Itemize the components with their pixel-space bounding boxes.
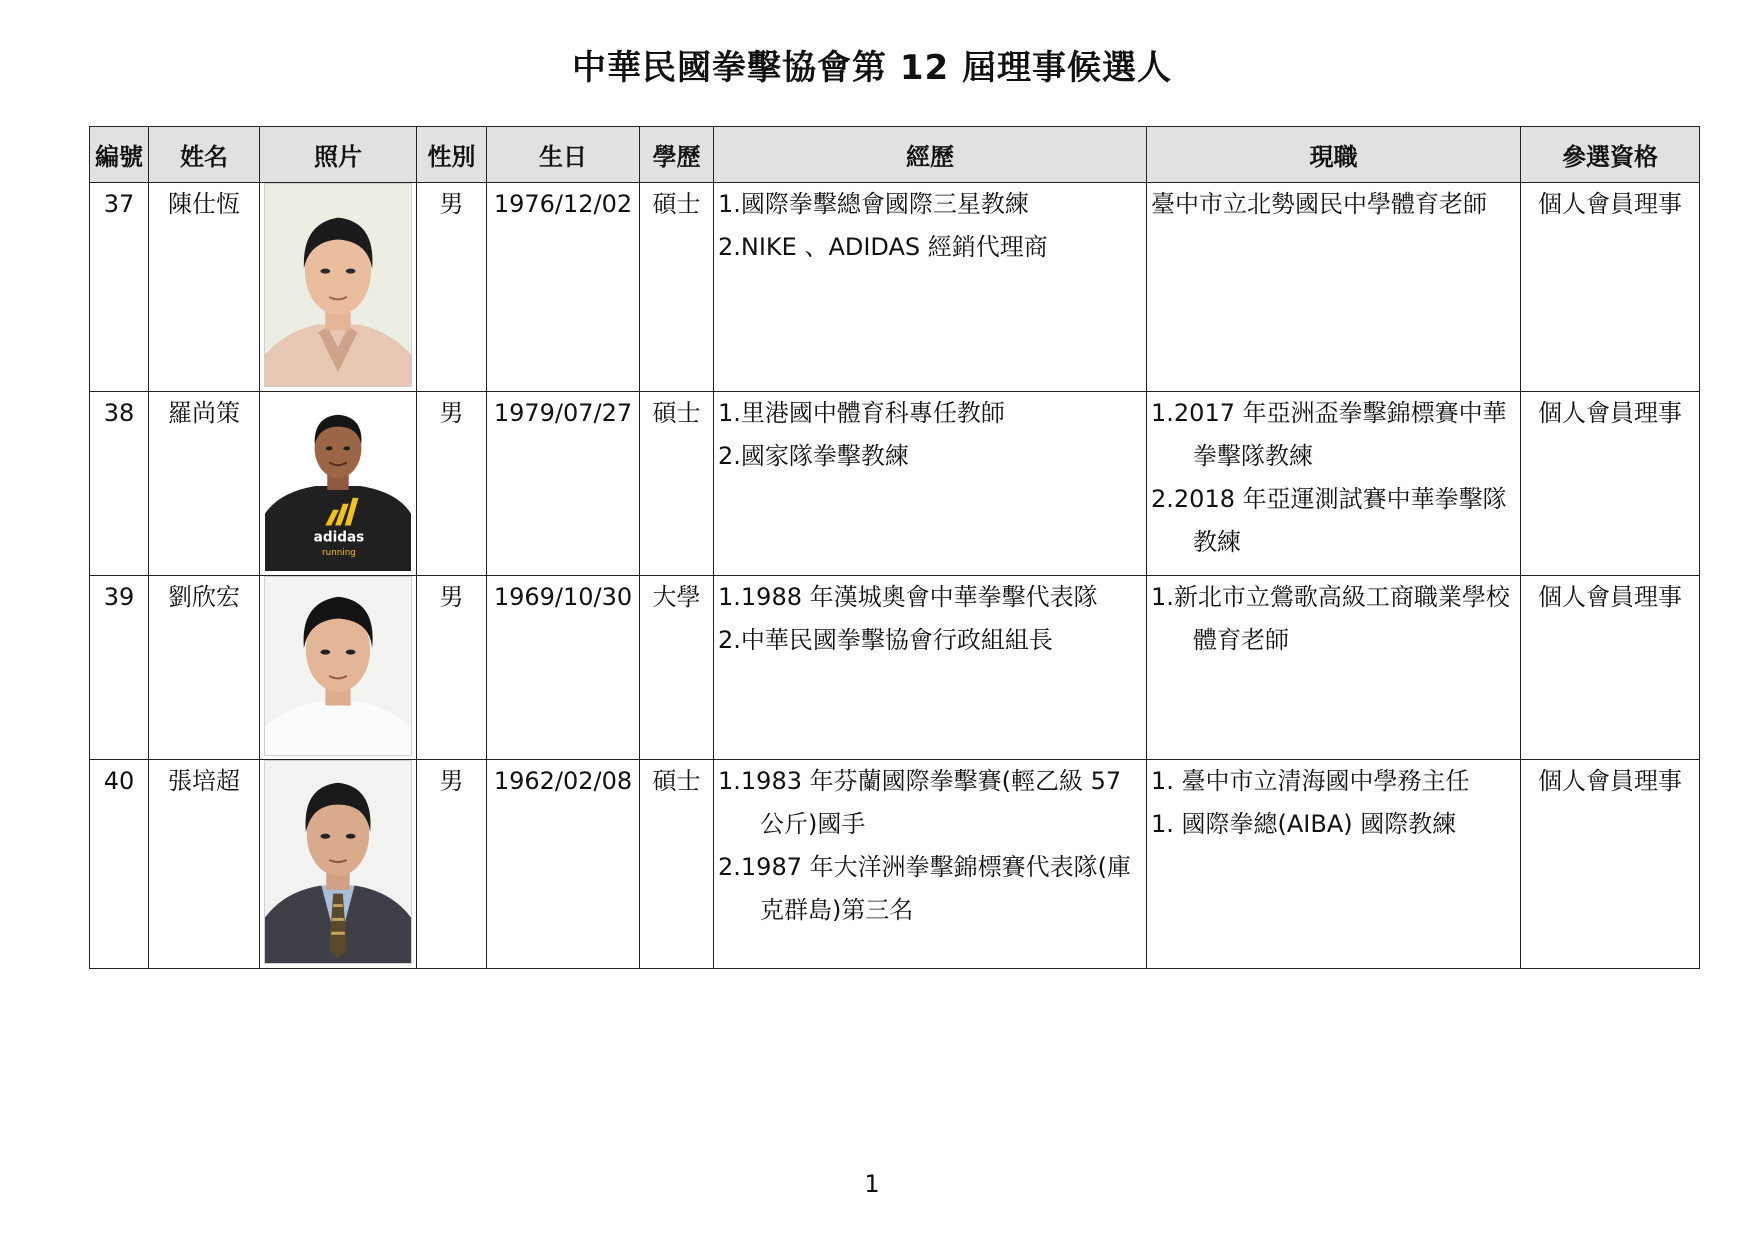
cell-qualification: 個人會員理事 [1521, 392, 1700, 576]
header-experience: 經歷 [714, 127, 1147, 183]
cell-education: 碩士 [640, 183, 714, 392]
header-name: 姓名 [149, 127, 260, 183]
cell-number: 38 [90, 392, 149, 576]
table-header-row [90, 127, 1700, 183]
table-row [90, 183, 1700, 392]
cell-current-position [1147, 760, 1521, 969]
document-title: 中華民國拳擊協會第 12 屆理事候選人 [572, 48, 1172, 88]
experience-item: 1.國際拳擊總會國際三星教練 [718, 190, 1029, 218]
header-photo: 照片 [260, 127, 417, 183]
page-number: 1 [864, 1170, 880, 1198]
cell-current-position [1147, 183, 1521, 392]
cell-qualification: 個人會員理事 [1521, 760, 1700, 969]
current-position-item: 1.2017 年亞洲盃拳擊錦標賽中華拳擊隊教練 [1151, 399, 1507, 470]
header-birthday: 生日 [487, 127, 640, 183]
cell-qualification: 個人會員理事 [1521, 183, 1700, 392]
cell-education: 碩士 [640, 392, 714, 576]
header-number: 編號 [90, 127, 149, 183]
cell-education: 大學 [640, 576, 714, 760]
experience-item: 1.1983 年芬蘭國際拳擊賽(輕乙級 57 公斤)國手 [718, 767, 1122, 838]
current-position-item: 臺中市立北勢國民中學體育老師 [1151, 190, 1487, 218]
table-row [90, 392, 1700, 576]
cell-name: 劉欣宏 [149, 576, 260, 760]
cell-current-position [1147, 392, 1521, 576]
cell-birthday: 1979/07/27 [487, 392, 640, 576]
table-row [90, 576, 1700, 760]
cell-name: 張培超 [149, 760, 260, 969]
cell-number: 40 [90, 760, 149, 969]
cell-photo [260, 576, 417, 760]
cell-experience [714, 760, 1147, 969]
cell-gender: 男 [417, 183, 487, 392]
header-current-position: 現職 [1147, 127, 1521, 183]
experience-item: 1.1988 年漢城奧會中華拳擊代表隊 [718, 583, 1098, 611]
shirt-logo-subtext: running [322, 548, 356, 559]
candidate-photo [264, 760, 412, 964]
cell-birthday: 1976/12/02 [487, 183, 640, 392]
cell-education: 碩士 [640, 760, 714, 969]
cell-gender: 男 [417, 576, 487, 760]
header-qualification: 參選資格 [1521, 127, 1700, 183]
cell-experience [714, 576, 1147, 760]
header-education: 學歷 [640, 127, 714, 183]
experience-item: 2.國家隊拳擊教練 [718, 442, 909, 470]
experience-item: 2.1987 年大洋洲拳擊錦標賽代表隊(庫克群島)第三名 [718, 853, 1131, 924]
candidate-photo [264, 392, 412, 572]
cell-name: 羅尚策 [149, 392, 260, 576]
cell-experience [714, 392, 1147, 576]
current-position-item: 1. 國際拳總(AIBA) 國際教練 [1151, 810, 1457, 838]
cell-birthday: 1969/10/30 [487, 576, 640, 760]
experience-item: 2.中華民國拳擊協會行政組組長 [718, 626, 1053, 654]
experience-item: 2.NIKE 、ADIDAS 經銷代理商 [718, 233, 1048, 261]
cell-photo [260, 183, 417, 392]
candidate-photo [264, 576, 412, 756]
cell-gender: 男 [417, 392, 487, 576]
cell-birthday: 1962/02/08 [487, 760, 640, 969]
cell-current-position [1147, 576, 1521, 760]
cell-name: 陳仕恆 [149, 183, 260, 392]
current-position-item: 1.新北市立鶯歌高級工商職業學校體育老師 [1151, 583, 1510, 654]
cell-photo [260, 392, 417, 576]
cell-number: 39 [90, 576, 149, 760]
table-row [90, 760, 1700, 969]
experience-item: 1.里港國中體育科專任教師 [718, 399, 1005, 427]
cell-photo [260, 760, 417, 969]
cell-experience [714, 183, 1147, 392]
current-position-item: 2.2018 年亞運測試賽中華拳擊隊教練 [1151, 485, 1507, 556]
cell-gender: 男 [417, 760, 487, 969]
candidate-photo [264, 183, 412, 387]
candidates-table [89, 126, 1700, 969]
shirt-logo-text: adidas [313, 529, 365, 546]
cell-qualification: 個人會員理事 [1521, 576, 1700, 760]
header-gender: 性別 [417, 127, 487, 183]
current-position-item: 1. 臺中市立清海國中學務主任 [1151, 767, 1470, 795]
cell-number: 37 [90, 183, 149, 392]
